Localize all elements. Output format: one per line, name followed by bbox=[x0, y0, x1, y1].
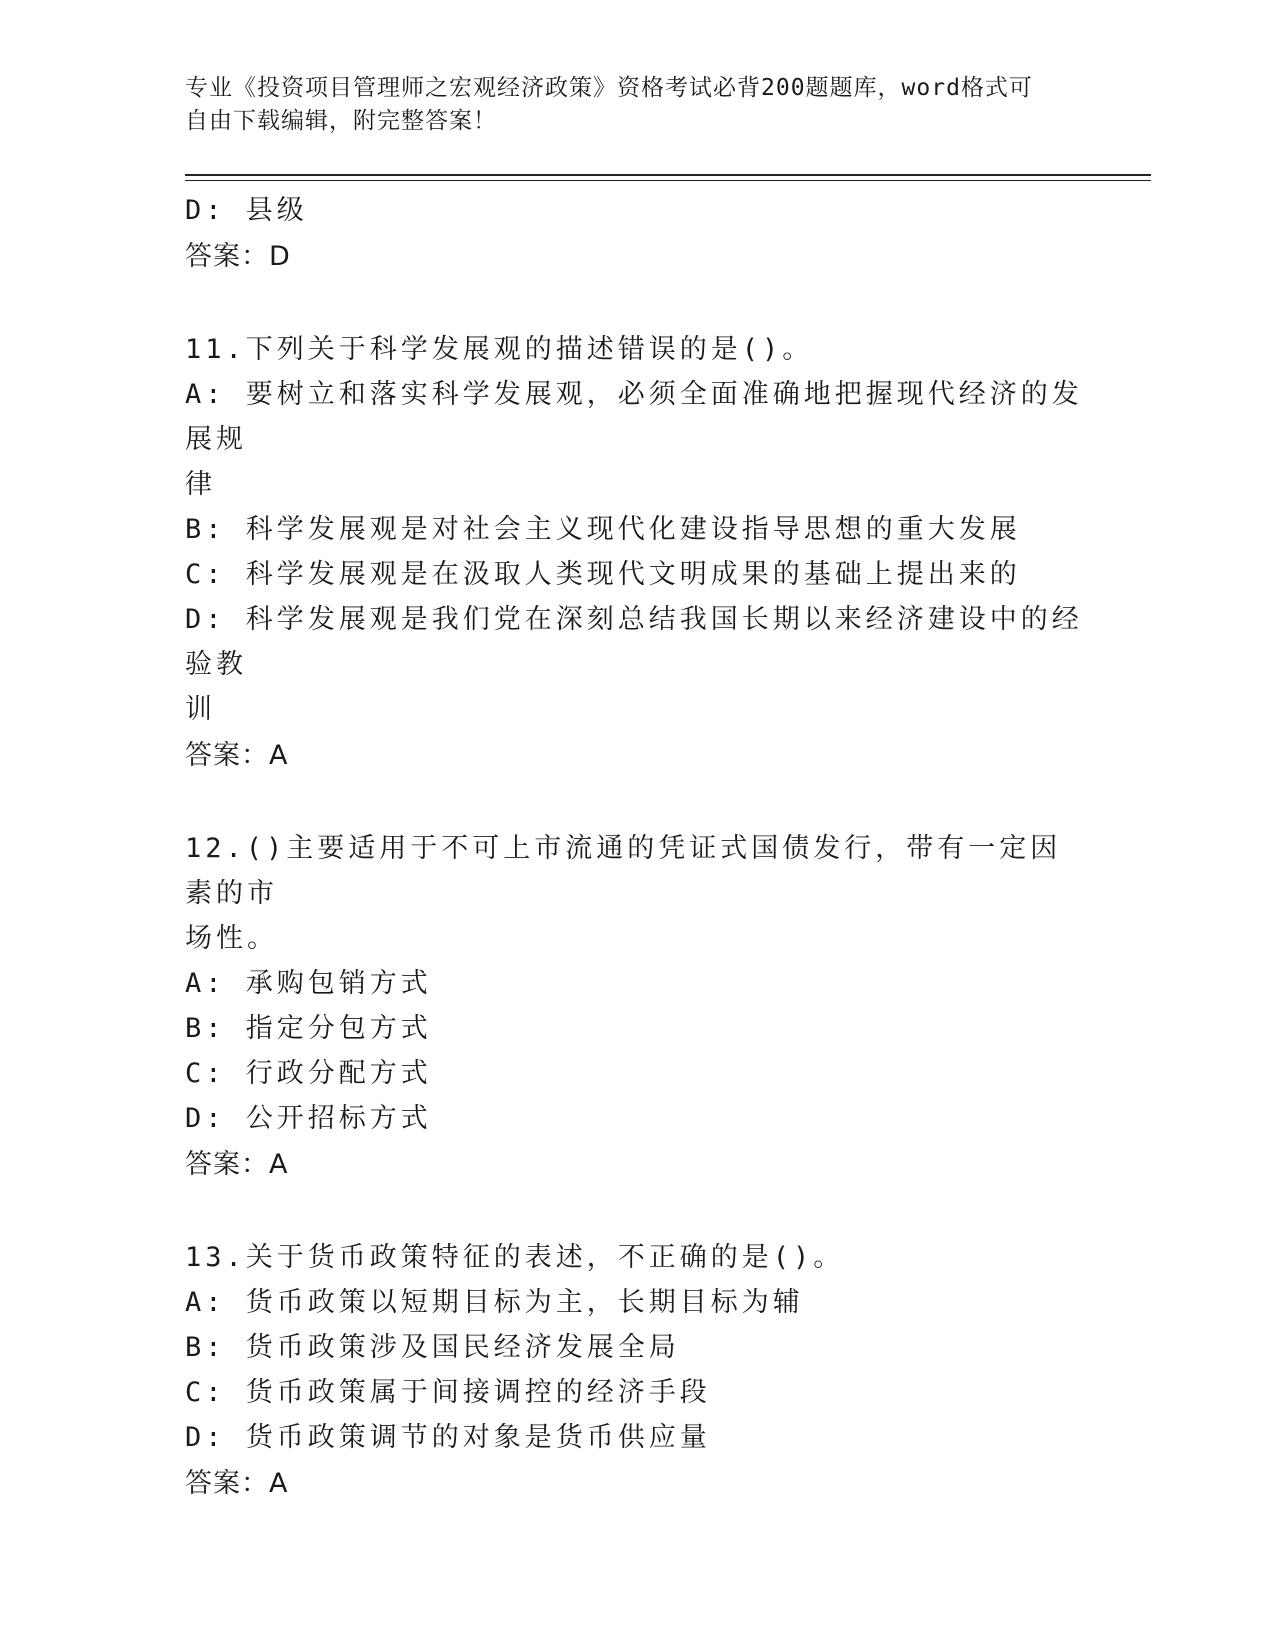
header-divider-thick bbox=[185, 174, 1151, 176]
option-d: D: 科学发展观是我们党在深刻总结我国长期以来经济建设中的经验教 bbox=[185, 604, 1083, 680]
option-a: A: 货币政策以短期目标为主，长期目标为辅 bbox=[185, 1287, 804, 1318]
option-a: A: 要树立和落实科学发展观，必须全面准确地把握现代经济的发展规 bbox=[185, 379, 1083, 455]
option-b: B: 货币政策涉及国民经济发展全局 bbox=[185, 1332, 680, 1363]
header-divider-thin bbox=[185, 180, 1151, 181]
answer-line: 答案：D bbox=[185, 241, 291, 272]
option-b: B: 指定分包方式 bbox=[185, 1013, 432, 1044]
option-d: D: 货币政策调节的对象是货币供应量 bbox=[185, 1422, 711, 1453]
page-header bbox=[185, 72, 1065, 138]
option-b: B: 科学发展观是对社会主义现代化建设指导思想的重大发展 bbox=[185, 514, 1021, 545]
option-a: A: 承购包销方式 bbox=[185, 968, 432, 999]
spacer bbox=[185, 778, 1085, 826]
question-11 bbox=[185, 327, 1085, 778]
question-stem: 12.()主要适用于不可上市流通的凭证式国债发行，带有一定因素的市 bbox=[185, 833, 1062, 909]
question-10-tail bbox=[185, 188, 1085, 279]
document-body bbox=[185, 188, 1085, 1506]
question-stem: 11.下列关于科学发展观的描述错误的是()。 bbox=[185, 334, 814, 365]
question-stem-continued: 场性。 bbox=[185, 923, 278, 954]
question-stem: 13.关于货币政策特征的表述，不正确的是()。 bbox=[185, 1242, 845, 1273]
question-13 bbox=[185, 1235, 1085, 1506]
answer-line: 答案：A bbox=[185, 1149, 289, 1180]
option-c: C: 行政分配方式 bbox=[185, 1058, 432, 1089]
option-d: D: 县级 bbox=[185, 195, 308, 226]
question-12 bbox=[185, 826, 1085, 1187]
option-c: C: 科学发展观是在汲取人类现代文明成果的基础上提出来的 bbox=[185, 559, 1021, 590]
answer-line: 答案：A bbox=[185, 740, 289, 771]
answer-line: 答案：A bbox=[185, 1468, 289, 1499]
option-a-continued: 律 bbox=[185, 469, 216, 500]
option-c: C: 货币政策属于间接调控的经济手段 bbox=[185, 1377, 711, 1408]
header-line-1: 专业《投资项目管理师之宏观经济政策》资格考试必背200题题库，word格式可 bbox=[185, 75, 1033, 101]
option-d: D: 公开招标方式 bbox=[185, 1103, 432, 1134]
header-line-2: 自由下载编辑，附完整答案！ bbox=[185, 108, 497, 134]
option-d-continued: 训 bbox=[185, 694, 216, 725]
spacer bbox=[185, 1187, 1085, 1235]
spacer bbox=[185, 279, 1085, 327]
